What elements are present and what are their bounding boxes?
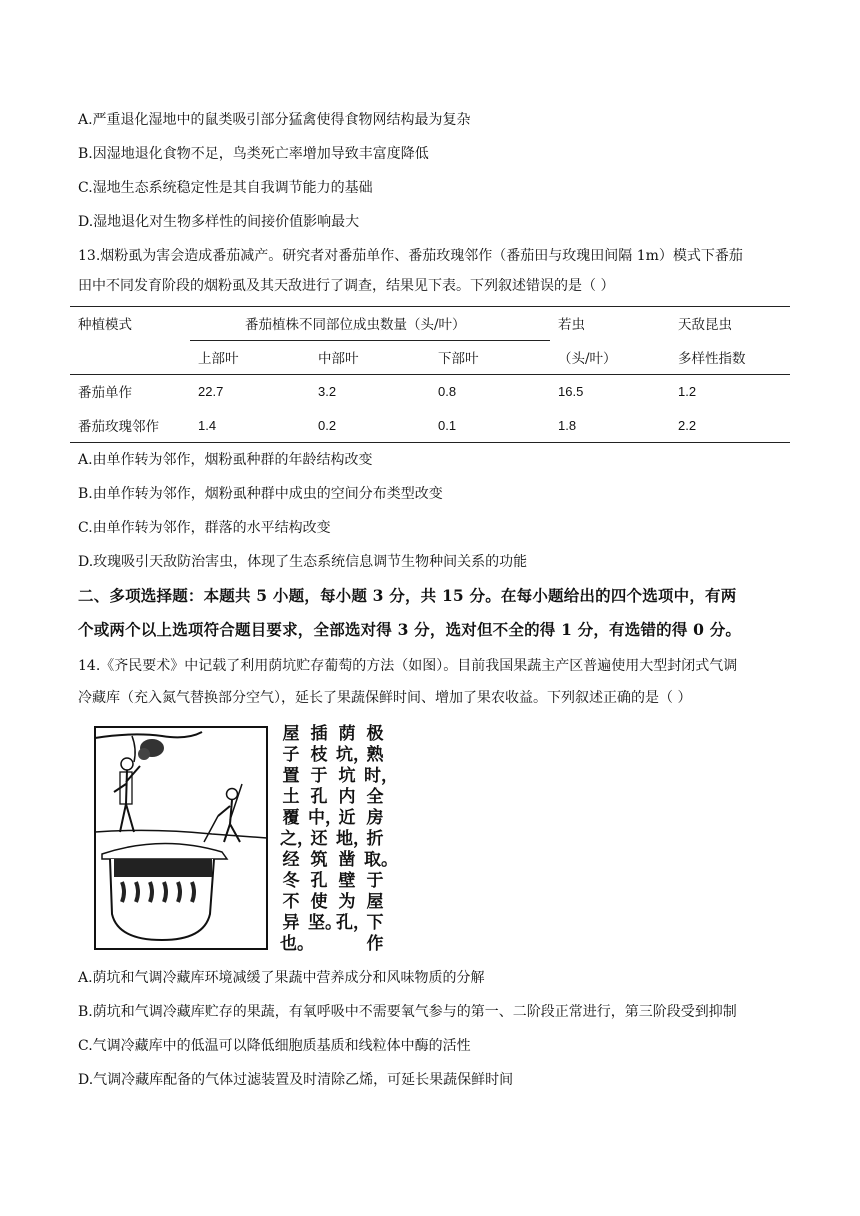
q14-option-b: B.荫坑和气调冷藏库贮存的果蔬，有氧呼吸中不需要氧气参与的第一、二阶段正常进行，第三阶段受到抑制 (78, 1004, 737, 1020)
table-header-row-2 (70, 340, 790, 374)
header-nymph-1: 若虫 (558, 317, 585, 333)
section2-heading-line2: 个或两个以上选项符合题目要求，全部选对得 3 分，选对但不全的得 1 分，有选错的得 0 分。 (78, 620, 742, 639)
cell-upper: 22.7 (198, 383, 224, 399)
figure-text-column-1: 极熟时，全房折取。于屋下作 (364, 724, 398, 954)
header-middle: 中部叶 (318, 351, 359, 367)
figure-text-column-3: 插枝于孔中，还筑孔使坚。 (308, 724, 342, 933)
q13-stem-line1: 13.烟粉虱为害会造成番茄减产。研究者对番茄单作、番茄玫瑰邻作（番茄田与玫瑰田间隔 1m）模式下番茄 (78, 248, 743, 264)
figure-text-column-2: 荫坑，坑内近地，凿壁为孔， (336, 724, 370, 933)
cell-nymph: 16.5 (558, 383, 584, 399)
q13-stem-line2: 田中不同发育阶段的烟粉虱及其天敌进行了调查，结果见下表。下列叙述错误的是（ ） (78, 278, 615, 294)
q12-option-b: B.因湿地退化食物不足，鸟类死亡率增加导致丰富度降低 (78, 146, 429, 162)
cell-middle: 0.2 (318, 417, 337, 433)
q13-option-d: D.玫瑰吸引天敌防治害虫，体现了生态系统信息调节生物种间关系的功能 (78, 554, 528, 570)
cell-enemy: 1.2 (678, 383, 697, 399)
header-nymph-2: （头/叶） (558, 351, 617, 367)
grape-pit-illustration (92, 724, 272, 954)
figure-text-column-4: 屋子置土覆之，经冬不异也。 (280, 724, 314, 954)
cell-mode: 番茄单作 (78, 385, 132, 401)
header-mode: 种植模式 (78, 317, 132, 333)
q14-option-c: C.气调冷藏库中的低温可以降低细胞质基质和线粒体中酶的活性 (78, 1038, 471, 1054)
q13-option-b: B.由单作转为邻作，烟粉虱种群中成虫的空间分布类型改变 (78, 486, 443, 502)
cell-lower: 0.8 (438, 383, 457, 399)
table-row (70, 408, 790, 442)
cell-middle: 3.2 (318, 383, 337, 399)
cell-mode: 番茄玫瑰邻作 (78, 419, 159, 435)
cell-lower: 0.1 (438, 417, 457, 433)
q14-option-a: A.荫坑和气调冷藏库环境减缓了果蔬中营养成分和风味物质的分解 (78, 970, 485, 986)
cell-upper: 1.4 (198, 417, 217, 433)
q14-option-d: D.气调冷藏库配备的气体过滤装置及时清除乙烯，可延长果蔬保鲜时间 (78, 1072, 514, 1088)
grape-storage-figure (92, 724, 408, 954)
header-upper: 上部叶 (198, 351, 239, 367)
q13-option-c: C.由单作转为邻作，群落的水平结构改变 (78, 520, 331, 536)
q13-option-a: A.由单作转为邻作，烟粉虱种群的年龄结构改变 (78, 452, 373, 468)
q14-stem-line1: 14.《齐民要术》中记载了利用荫坑贮存葡萄的方法（如图）。目前我国果蔬主产区普遍使用大型封闭式气调 (78, 658, 738, 674)
header-enemy-1: 天敌昆虫 (678, 317, 732, 333)
header-enemy-2: 多样性指数 (678, 351, 746, 367)
q12-option-a: A.严重退化湿地中的鼠类吸引部分猛禽使得食物网结构最为复杂 (78, 112, 471, 128)
cell-enemy: 2.2 (678, 417, 697, 433)
pest-data-table (70, 306, 790, 442)
cell-nymph: 1.8 (558, 417, 577, 433)
header-adult-group: 番茄植株不同部位成虫数量（头/叶） (245, 317, 466, 333)
table-bottom-rule (70, 442, 790, 443)
section2-heading-line1: 二、多项选择题：本题共 5 小题，每小题 3 分，共 15 分。在每小题给出的四个选项中，有两 (78, 586, 737, 605)
table-header-row-1 (70, 306, 790, 340)
q12-option-d: D.湿地退化对生物多样性的间接价值影响最大 (78, 214, 360, 230)
table-row (70, 374, 790, 408)
q14-stem-line2: 冷藏库（充入氮气替换部分空气），延长了果蔬保鲜时间、增加了果农收益。下列叙述正确的是（ ） (78, 690, 692, 706)
header-lower: 下部叶 (438, 351, 479, 367)
q12-option-c: C.湿地生态系统稳定性是其自我调节能力的基础 (78, 180, 373, 196)
